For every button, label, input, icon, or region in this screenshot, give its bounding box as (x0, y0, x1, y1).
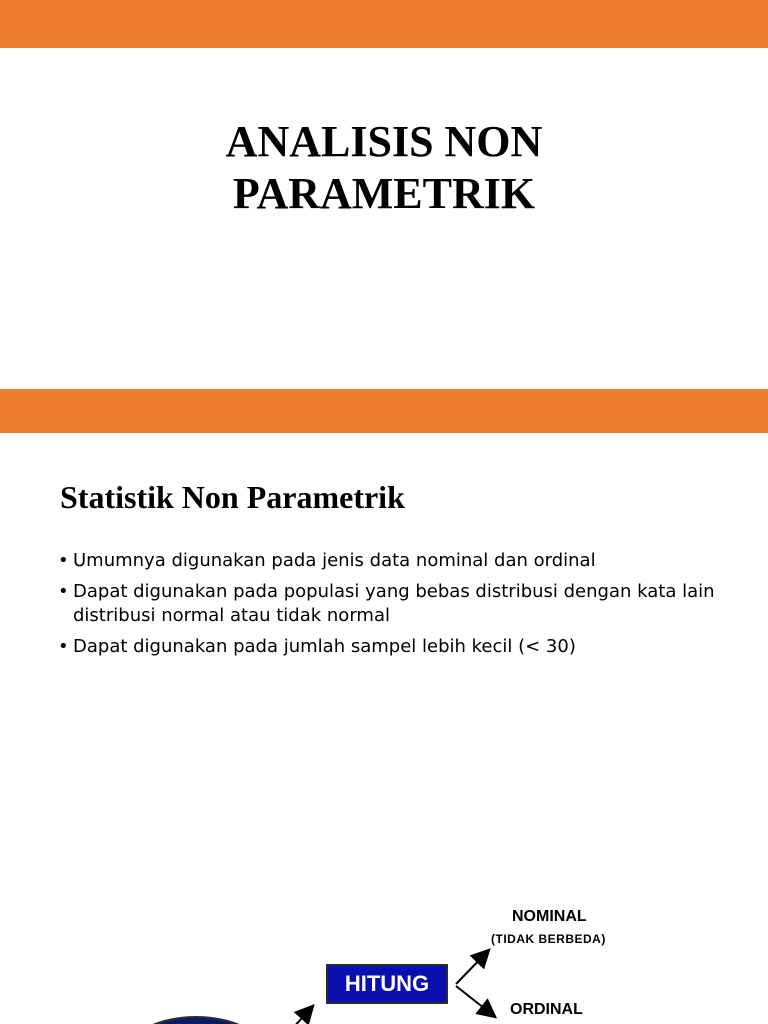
bullet-text: Dapat digunakan pada jumlah sampel lebih kecil (< 30) (73, 636, 576, 657)
arrow-to-nominal (456, 951, 488, 984)
bullet-icon: • (58, 550, 69, 571)
nominal-label: NOMINAL (512, 908, 587, 925)
bullet-icon: • (58, 636, 69, 657)
slide-title (0, 116, 768, 220)
slide-title-line-1: ANALISIS NON (225, 117, 543, 166)
nominal-sublabel: (TIDAK BERBEDA) (491, 932, 606, 946)
bullet-text: Dapat digunakan pada populasi yang bebas distribusi dengan kata lain distribusi normal atau tidak normal (73, 581, 715, 626)
content-slide (0, 389, 768, 1024)
arrow-to-ordinal (456, 986, 494, 1016)
bullet-text: Umumnya digunakan pada jenis data nominal dan ordinal (73, 550, 596, 571)
ordinal-label: ORDINAL (510, 1001, 583, 1018)
classification-diagram (0, 389, 768, 1024)
slide-heading: Statistik Non Parametrik (60, 479, 405, 515)
bullet-icon: • (58, 581, 69, 602)
oval-shape (124, 1017, 268, 1024)
slide-title-line-2: PARAMETRIK (232, 169, 536, 218)
accent-bar (0, 0, 768, 48)
hitung-box: HITUNG (326, 964, 448, 1004)
connector-arrow (292, 1007, 312, 1024)
title-slide (0, 0, 768, 389)
